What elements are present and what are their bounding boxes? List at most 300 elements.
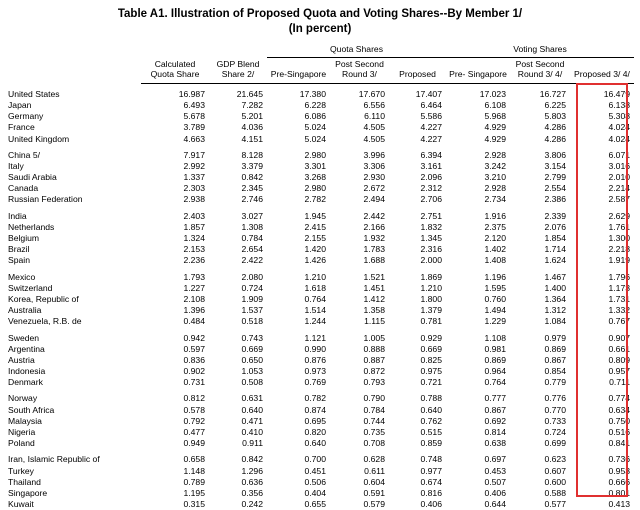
table-row xyxy=(6,404,634,415)
value-cell: 1.426 xyxy=(304,255,326,266)
value-cell: 0.640 xyxy=(241,404,263,415)
value-cell: 6.394 xyxy=(420,149,442,160)
value-cell: 0.588 xyxy=(544,487,566,498)
table-row xyxy=(6,271,634,282)
country-name: Malaysia xyxy=(8,415,42,426)
country-name: Indonesia xyxy=(8,366,46,377)
country-name: Korea, Republic of xyxy=(8,293,79,304)
value-cell: 0.611 xyxy=(364,465,385,476)
header-quota-pre-singapore: Pre-Singapore xyxy=(267,57,330,83)
value-cell: 0.770 xyxy=(544,404,566,415)
country-name: Mexico xyxy=(8,271,36,282)
value-cell: 4.227 xyxy=(420,122,442,133)
value-cell: 1.005 xyxy=(363,332,385,343)
value-cell: 0.356 xyxy=(241,487,263,498)
value-cell: 2.928 xyxy=(484,149,506,160)
country-name: Singapore xyxy=(8,487,48,498)
value-cell: 0.669 xyxy=(241,343,263,354)
value-cell: 2.494 xyxy=(363,194,385,205)
value-cell: 0.964 xyxy=(484,366,506,377)
value-cell: 1.932 xyxy=(363,233,385,244)
value-cell: 16.987 xyxy=(178,88,205,99)
value-cell: 2.345 xyxy=(241,183,263,194)
value-cell: 1.800 xyxy=(420,293,442,304)
country-name: France xyxy=(8,122,35,133)
country-name: South Africa xyxy=(8,404,55,415)
value-cell: 1.854 xyxy=(544,233,566,244)
value-cell: 1.714 xyxy=(544,244,566,255)
value-cell: 8.128 xyxy=(241,149,263,160)
value-cell: 2.096 xyxy=(420,172,442,183)
value-cell: 6.108 xyxy=(484,99,506,110)
value-cell: 1.358 xyxy=(363,305,385,316)
value-cell: 2.629 xyxy=(608,210,631,221)
value-cell: 16.479 xyxy=(603,88,631,99)
country-name: Norway xyxy=(8,393,38,404)
value-cell: 5.678 xyxy=(183,111,205,122)
table-row xyxy=(6,343,634,354)
value-cell: 0.733 xyxy=(544,415,566,426)
value-cell: 2.782 xyxy=(304,194,326,205)
value-cell: 0.453 xyxy=(484,465,506,476)
value-cell: 1.796 xyxy=(608,271,631,282)
value-cell: 2.108 xyxy=(183,293,205,304)
value-cell: 0.631 xyxy=(241,393,263,404)
value-cell: 1.783 xyxy=(363,244,385,255)
value-cell: 2.992 xyxy=(183,160,205,171)
value-cell: 1.731 xyxy=(608,293,631,304)
value-cell: 0.736 xyxy=(608,454,631,465)
country-name: Japan xyxy=(8,99,32,110)
value-cell: 0.836 xyxy=(183,354,205,365)
value-cell: 0.600 xyxy=(544,476,566,487)
header-voting-post-second-round: Post Second Round 3/ 4/ xyxy=(510,57,570,83)
country-name: Brazil xyxy=(8,244,30,255)
value-cell: 1.521 xyxy=(363,271,385,282)
value-cell: 1.514 xyxy=(304,305,326,316)
value-cell: 1.857 xyxy=(183,221,205,232)
value-cell: 2.422 xyxy=(241,255,263,266)
value-cell: 2.155 xyxy=(304,233,326,244)
country-name: United States xyxy=(8,88,60,99)
value-cell: 0.744 xyxy=(363,415,385,426)
value-cell: 6.071 xyxy=(608,149,631,160)
value-cell: 6.228 xyxy=(304,99,326,110)
value-cell: 0.661 xyxy=(608,343,631,354)
table-row xyxy=(6,222,634,233)
table-row xyxy=(6,366,634,377)
value-cell: 0.471 xyxy=(241,415,263,426)
value-cell: 0.975 xyxy=(420,366,442,377)
value-cell: 0.692 xyxy=(484,415,506,426)
value-cell: 0.774 xyxy=(608,393,631,404)
value-cell: 4.024 xyxy=(608,122,631,133)
value-cell: 0.669 xyxy=(420,343,442,354)
value-cell: 0.735 xyxy=(363,427,385,438)
value-cell: 2.339 xyxy=(544,210,566,221)
value-cell: 1.115 xyxy=(364,316,385,327)
value-cell: 4.036 xyxy=(241,122,263,133)
value-cell: 0.604 xyxy=(363,476,385,487)
value-cell: 2.166 xyxy=(363,221,385,232)
value-cell: 1.312 xyxy=(544,305,566,316)
value-cell: 0.779 xyxy=(544,377,566,388)
value-cell: 2.980 xyxy=(304,183,326,194)
value-cell: 0.724 xyxy=(241,282,263,293)
table-row xyxy=(6,393,634,404)
header-voting-pre-singapore: Pre- Singapore xyxy=(446,57,510,83)
header-country xyxy=(6,43,141,83)
value-cell: 3.268 xyxy=(304,172,326,183)
value-cell: 2.442 xyxy=(363,210,385,221)
value-cell: 0.695 xyxy=(304,415,326,426)
value-cell: 2.000 xyxy=(420,255,442,266)
country-name: Denmark xyxy=(8,377,43,388)
value-cell: 1.451 xyxy=(363,282,385,293)
country-name: Australia xyxy=(8,305,42,316)
value-cell: 0.634 xyxy=(608,404,631,415)
value-cell: 1.402 xyxy=(484,244,506,255)
value-cell: 1.196 xyxy=(484,271,506,282)
value-cell: 0.820 xyxy=(304,427,326,438)
value-cell: 0.784 xyxy=(363,404,385,415)
value-cell: 1.467 xyxy=(544,271,566,282)
country-name: Austria xyxy=(8,354,35,365)
table-row xyxy=(6,183,634,194)
value-cell: 0.788 xyxy=(420,393,442,404)
value-cell: 1.400 xyxy=(544,282,566,293)
value-cell: 0.644 xyxy=(484,499,506,510)
value-cell: 6.110 xyxy=(364,111,385,122)
value-cell: 4.024 xyxy=(608,133,631,144)
value-cell: 4.227 xyxy=(420,133,442,144)
table-row xyxy=(6,210,634,221)
table-row xyxy=(6,194,634,205)
value-cell: 0.793 xyxy=(363,377,385,388)
value-cell: 0.867 xyxy=(544,354,566,365)
value-cell: 6.556 xyxy=(363,99,385,110)
value-cell: 1.869 xyxy=(420,271,442,282)
value-cell: 1.595 xyxy=(484,282,506,293)
table-row xyxy=(6,332,634,343)
country-name: Venezuela, R.B. de xyxy=(8,316,82,327)
value-cell: 21.645 xyxy=(236,88,263,99)
value-cell: 0.809 xyxy=(608,354,631,365)
table-row xyxy=(6,122,634,133)
value-cell: 0.518 xyxy=(241,316,263,327)
value-cell: 1.300 xyxy=(608,233,631,244)
value-cell: 1.688 xyxy=(363,255,385,266)
country-name: Turkey xyxy=(8,465,34,476)
value-cell: 1.916 xyxy=(484,210,506,221)
value-cell: 5.201 xyxy=(241,111,263,122)
value-cell: 4.929 xyxy=(484,122,506,133)
value-cell: 2.930 xyxy=(363,172,385,183)
value-cell: 0.508 xyxy=(241,377,263,388)
value-cell: 0.700 xyxy=(304,454,326,465)
value-cell: 2.799 xyxy=(544,172,566,183)
value-cell: 1.337 xyxy=(183,172,205,183)
country-name: India xyxy=(8,210,27,221)
value-cell: 1.148 xyxy=(183,465,205,476)
quota-voting-table xyxy=(6,43,634,510)
table-row xyxy=(6,100,634,111)
value-cell: 3.154 xyxy=(544,160,566,171)
value-cell: 0.957 xyxy=(608,366,631,377)
country-name: Thailand xyxy=(8,476,41,487)
value-cell: 0.404 xyxy=(304,487,326,498)
value-cell: 0.781 xyxy=(420,316,442,327)
value-cell: 4.286 xyxy=(544,133,566,144)
table-row xyxy=(6,316,634,327)
value-cell: 0.942 xyxy=(183,332,205,343)
value-cell: 0.516 xyxy=(608,427,631,438)
country-name: Russian Federation xyxy=(8,194,83,205)
value-cell: 0.869 xyxy=(484,354,506,365)
value-cell: 0.784 xyxy=(241,233,263,244)
value-cell: 1.408 xyxy=(484,255,506,266)
value-cell: 0.699 xyxy=(544,438,566,449)
value-cell: 1.793 xyxy=(183,271,205,282)
table-row xyxy=(6,133,634,144)
value-cell: 2.010 xyxy=(608,172,631,183)
value-cell: 3.027 xyxy=(241,210,263,221)
value-cell: 0.789 xyxy=(183,476,205,487)
table-row xyxy=(6,438,634,449)
value-cell: 6.225 xyxy=(544,99,566,110)
value-cell: 0.981 xyxy=(484,343,506,354)
value-cell: 0.777 xyxy=(484,393,506,404)
value-cell: 4.505 xyxy=(363,122,385,133)
value-cell: 0.650 xyxy=(241,354,263,365)
value-cell: 4.929 xyxy=(484,133,506,144)
value-cell: 0.929 xyxy=(420,332,442,343)
value-cell: 0.764 xyxy=(484,377,506,388)
value-cell: 2.706 xyxy=(420,194,442,205)
value-cell: 2.928 xyxy=(484,183,506,194)
value-cell: 1.121 xyxy=(304,332,326,343)
value-cell: 0.973 xyxy=(304,366,326,377)
value-cell: 3.301 xyxy=(304,160,326,171)
value-cell: 5.968 xyxy=(484,111,506,122)
value-cell: 0.876 xyxy=(304,354,326,365)
country-name: Germany xyxy=(8,111,44,122)
value-cell: 2.415 xyxy=(304,221,326,232)
value-cell: 0.816 xyxy=(420,487,442,498)
value-cell: 1.537 xyxy=(241,305,263,316)
value-cell: 4.151 xyxy=(241,133,263,144)
value-cell: 1.210 xyxy=(304,271,326,282)
value-cell: 3.016 xyxy=(608,160,631,171)
header-voting-shares: Voting Shares xyxy=(446,43,634,57)
value-cell: 0.902 xyxy=(183,366,205,377)
value-cell: 0.640 xyxy=(304,438,326,449)
value-cell: 5.024 xyxy=(304,122,326,133)
table-row xyxy=(6,294,634,305)
value-cell: 1.084 xyxy=(544,316,566,327)
value-cell: 7.282 xyxy=(241,99,263,110)
value-cell: 0.814 xyxy=(484,427,506,438)
table-row xyxy=(6,355,634,366)
value-cell: 0.636 xyxy=(241,476,263,487)
country-name: Sweden xyxy=(8,332,40,343)
value-cell: 0.724 xyxy=(544,427,566,438)
value-cell: 0.841 xyxy=(608,438,631,449)
value-cell: 0.977 xyxy=(420,465,442,476)
country-name: Belgium xyxy=(8,233,40,244)
value-cell: 0.790 xyxy=(363,393,385,404)
table-row xyxy=(6,427,634,438)
value-cell: 2.218 xyxy=(608,244,631,255)
value-cell: 2.316 xyxy=(420,244,442,255)
header-voting-proposed: Proposed 3/ 4/ xyxy=(570,57,634,83)
value-cell: 0.477 xyxy=(183,427,205,438)
table-row xyxy=(6,244,634,255)
country-name: Nigeria xyxy=(8,427,36,438)
value-cell: 0.731 xyxy=(183,377,205,388)
value-cell: 1.832 xyxy=(420,221,442,232)
value-cell: 1.396 xyxy=(183,305,205,316)
value-cell: 1.244 xyxy=(304,316,326,327)
table-row xyxy=(6,172,634,183)
value-cell: 17.407 xyxy=(415,88,442,99)
table-row xyxy=(6,488,634,499)
value-cell: 1.761 xyxy=(608,221,631,232)
value-cell: 1.229 xyxy=(484,316,506,327)
value-cell: 0.979 xyxy=(544,332,566,343)
value-cell: 0.812 xyxy=(183,393,205,404)
value-cell: 0.872 xyxy=(363,366,385,377)
value-cell: 2.236 xyxy=(183,255,205,266)
value-cell: 0.782 xyxy=(304,393,326,404)
value-cell: 3.996 xyxy=(363,149,385,160)
value-cell: 5.308 xyxy=(608,111,631,122)
value-cell: 6.464 xyxy=(420,99,442,110)
value-cell: 0.842 xyxy=(241,454,263,465)
value-cell: 1.494 xyxy=(484,305,506,316)
value-cell: 0.762 xyxy=(420,415,442,426)
value-cell: 0.792 xyxy=(183,415,205,426)
value-cell: 2.587 xyxy=(608,194,631,205)
value-cell: 0.506 xyxy=(304,476,326,487)
value-cell: 0.990 xyxy=(304,343,326,354)
value-cell: 0.623 xyxy=(544,454,566,465)
table-subtitle: (In percent) xyxy=(288,23,352,35)
value-cell: 4.663 xyxy=(183,133,205,144)
header-gdp-blend-share: GDP Blend Share 2/ xyxy=(209,43,267,83)
value-cell: 1.618 xyxy=(304,282,326,293)
value-cell: 0.315 xyxy=(183,499,205,510)
country-name: United Kingdom xyxy=(8,133,70,144)
value-cell: 4.286 xyxy=(544,122,566,133)
value-cell: 1.227 xyxy=(183,282,205,293)
value-cell: 17.670 xyxy=(358,88,385,99)
value-cell: 2.214 xyxy=(608,183,631,194)
country-name: Switzerland xyxy=(8,282,53,293)
value-cell: 2.120 xyxy=(484,233,506,244)
value-cell: 0.697 xyxy=(484,454,506,465)
value-cell: 0.591 xyxy=(363,487,385,498)
value-cell: 7.917 xyxy=(183,149,205,160)
value-cell: 4.505 xyxy=(363,133,385,144)
header-row-groups xyxy=(6,43,634,57)
value-cell: 2.938 xyxy=(183,194,205,205)
value-cell: 2.672 xyxy=(363,183,385,194)
header-quota-post-second-round: Post Second Round 3/ xyxy=(330,57,389,83)
value-cell: 2.386 xyxy=(544,194,566,205)
table-row xyxy=(6,465,634,476)
value-cell: 3.161 xyxy=(420,160,442,171)
value-cell: 0.708 xyxy=(363,438,385,449)
value-cell: 0.748 xyxy=(420,454,442,465)
value-cell: 0.507 xyxy=(484,476,506,487)
value-cell: 0.577 xyxy=(544,499,566,510)
value-cell: 1.345 xyxy=(420,233,442,244)
value-cell: 0.515 xyxy=(420,427,442,438)
value-cell: 0.764 xyxy=(304,293,326,304)
country-name: Kuwait xyxy=(8,499,34,510)
value-cell: 1.324 xyxy=(183,233,205,244)
value-cell: 2.980 xyxy=(304,149,326,160)
value-cell: 0.579 xyxy=(363,499,385,510)
value-cell: 17.023 xyxy=(479,88,506,99)
value-cell: 2.734 xyxy=(484,194,506,205)
country-name: Canada xyxy=(8,183,39,194)
value-cell: 1.624 xyxy=(544,255,566,266)
table-row xyxy=(6,416,634,427)
value-cell: 0.949 xyxy=(183,438,205,449)
value-cell: 3.306 xyxy=(363,160,385,171)
value-cell: 0.666 xyxy=(608,476,631,487)
value-cell: 1.379 xyxy=(420,305,442,316)
value-cell: 1.195 xyxy=(183,487,205,498)
value-cell: 0.628 xyxy=(363,454,385,465)
table-row xyxy=(6,161,634,172)
value-cell: 0.888 xyxy=(363,343,385,354)
table-row xyxy=(6,111,634,122)
value-cell: 0.484 xyxy=(183,316,205,327)
value-cell: 1.412 xyxy=(363,293,385,304)
value-cell: 0.907 xyxy=(608,332,631,343)
value-cell: 2.403 xyxy=(183,210,205,221)
value-cell: 2.153 xyxy=(183,244,205,255)
value-cell: 5.586 xyxy=(420,111,442,122)
country-name: Saudi Arabia xyxy=(8,172,57,183)
value-cell: 0.825 xyxy=(420,354,442,365)
table-row xyxy=(6,149,634,160)
value-cell: 2.654 xyxy=(241,244,263,255)
table-row xyxy=(6,283,634,294)
value-cell: 0.953 xyxy=(608,465,631,476)
header-quota-proposed: Proposed xyxy=(389,57,446,83)
header-quota-shares: Quota Shares xyxy=(267,43,446,57)
value-cell: 0.750 xyxy=(608,415,631,426)
value-cell: 1.308 xyxy=(241,221,263,232)
value-cell: 0.597 xyxy=(183,343,205,354)
value-cell: 1.332 xyxy=(608,305,631,316)
value-cell: 0.410 xyxy=(241,427,263,438)
value-cell: 1.173 xyxy=(608,282,631,293)
value-cell: 0.911 xyxy=(242,438,263,449)
value-cell: 0.721 xyxy=(420,377,442,388)
value-cell: 0.769 xyxy=(304,377,326,388)
value-cell: 3.210 xyxy=(484,172,506,183)
value-cell: 1.296 xyxy=(241,465,263,476)
table-row xyxy=(6,89,634,100)
table-row xyxy=(6,377,634,388)
value-cell: 1.909 xyxy=(241,293,263,304)
value-cell: 16.727 xyxy=(539,88,566,99)
